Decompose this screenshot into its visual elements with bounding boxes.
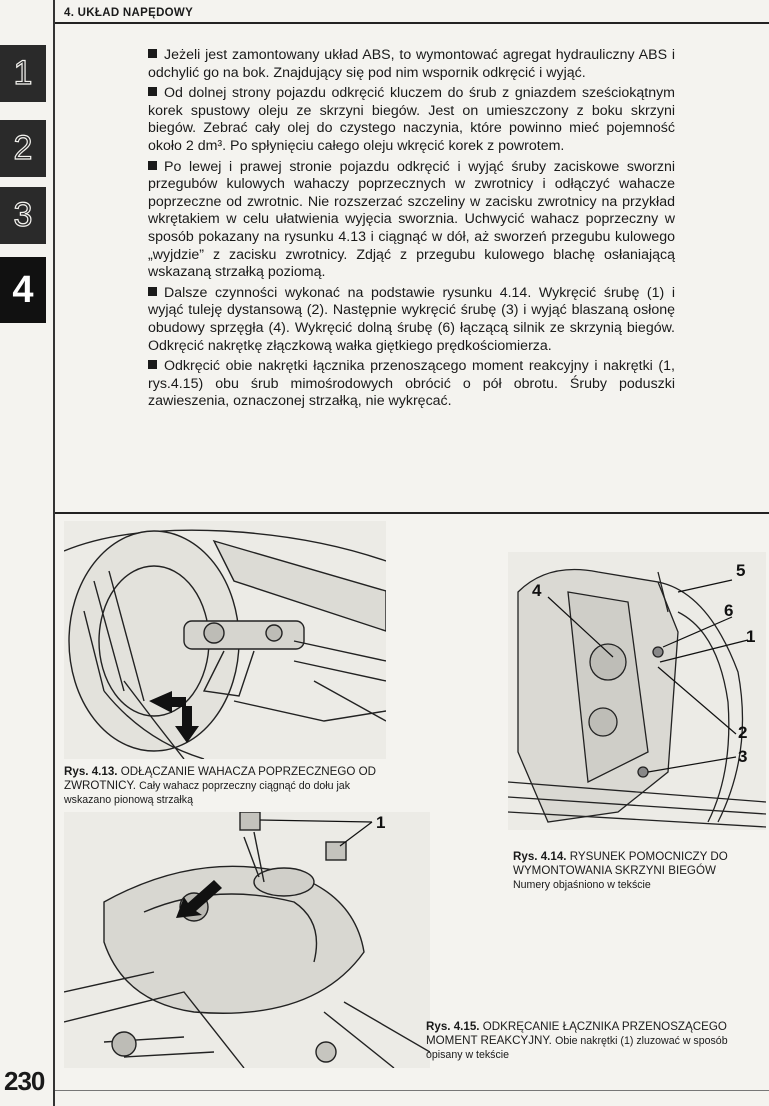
body-text [148, 47, 675, 414]
figure-title: ODKRĘCANIE ŁĄCZNIKA PRZENOSZĄCEGO MOMENT REAKCYJNY. [426, 1020, 727, 1047]
figure-4-14-illustration [508, 552, 766, 830]
chapter-tab-label: 2 [13, 129, 33, 167]
figure-title: RYSUNEK POMOCNICZY DO WYMONTOWANIA SKRZYNI BIEGÓW [513, 850, 728, 877]
chapter-tab-3[interactable] [0, 187, 46, 244]
bullet-square-icon [148, 161, 157, 170]
figure-number: Rys. 4.15. [426, 1020, 480, 1033]
bullet-square-icon [148, 360, 157, 369]
paragraph [148, 285, 675, 355]
paragraph-text: Dalsze czynności wykonać na podstawie rysunku 4.14. Wykręcić śrubę (1) i wyjąć tuleję dystansową (2). Następnie wykręcić śrubę (3) i wyjąć blaszaną osłonę obudowy sprzęgła (4). Wykręcić dolną śrubę (6) łączącą silnik ze skrzynią biegów. Odkręcić nakrętkę złączkową wałka giętkiego prędkościomierza. [148, 284, 675, 354]
callout-label: 2 [738, 723, 748, 742]
wishbone-disconnect-drawing [64, 521, 386, 759]
paragraph [148, 358, 675, 411]
figure-4-15-caption [426, 1020, 761, 1062]
callout-label: 1 [376, 813, 386, 832]
paragraph-text: Odkręcić obie nakrętki łącznika przenoszącego moment reakcyjny i nakrętki (1, rys.4.15) obu śrub mimośrodowych obrócić o pół obrotu. Śruby poduszki zawieszenia, oznaczonej strzałką, nie wykręcać. [148, 358, 675, 410]
callout-label: 4 [532, 581, 542, 600]
chapter-tab-4-active[interactable] [0, 257, 46, 323]
torque-link-drawing [64, 812, 430, 1068]
callout-label: 6 [724, 601, 734, 620]
figure-4-13-illustration [64, 521, 386, 759]
bullet-square-icon [148, 287, 157, 296]
paragraph [148, 159, 675, 282]
paragraph [148, 85, 675, 155]
chapter-tab-label: 4 [12, 268, 34, 311]
figure-4-15-illustration [64, 812, 430, 1068]
chapter-tab-label: 3 [13, 196, 33, 234]
figure-title: ODŁĄCZANIE WAHACZA POPRZECZNEGO OD ZWROTNICY. [64, 765, 377, 792]
figure-number: Rys. 4.13. [64, 765, 118, 778]
chapter-tab-1[interactable] [0, 45, 46, 102]
header-rule [55, 22, 769, 24]
gearbox-removal-drawing [508, 552, 766, 830]
chapter-tab-label: 1 [13, 54, 33, 92]
paragraph-text: Po lewej i prawej stronie pojazdu odkręcić i wyjąć śruby zaciskowe sworzni przegubów kulowych wahaczy poprzecznych w zwrotnicy i odłączyć wahacze poprzeczne od zwrotnic. Nie rozszerzać szczeliny w zacisku zwrotnicy na przykład wkrętakiem w celu ułatwienia wyjęcia sworznia. Uchwycić wahacz poprzeczny w sposób pokazany na rysunku 4.13 i ciągnąć w dół, aż sworzeń przegubu kulowego „wyjdzie” z zacisku zwrotnicy. Zdjąć z przegubu kulowego blachę osłaniającą wskazaną strzałką poziomą. [148, 158, 675, 281]
figure-4-14-caption [513, 850, 763, 892]
callout-label: 5 [736, 561, 746, 580]
left-margin-rule [53, 0, 55, 1106]
figure-4-13-caption [64, 765, 384, 807]
figure-description: Numery objaśniono w tekście [513, 879, 651, 891]
bullet-square-icon [148, 49, 157, 58]
callout-label: 1 [746, 627, 756, 646]
paragraph [148, 47, 675, 82]
callout-label: 3 [738, 747, 748, 766]
chapter-tab-2[interactable] [0, 120, 46, 177]
paragraph-text: Od dolnej strony pojazdu odkręcić kluczem do śrub z gniazdem sześciokątnym korek spustowy oleju ze skrzyni biegów. Jest on umieszczony z boku skrzyni biegów. Zebrać cały olej do czystego naczynia, które powinno mieć pojemność około 2 dm³. Po spłynięciu całego oleju wkręcić korek z powrotem. [148, 85, 675, 154]
chapter-title: 4. UKŁAD NAPĘDOWY [64, 7, 194, 19]
bullet-square-icon [148, 87, 157, 96]
footer-rule [55, 1090, 769, 1091]
page-number: 230 [4, 1066, 45, 1096]
paragraph-text: Jeżeli jest zamontowany układ ABS, to wymontować agregat hydrauliczny ABS i odchylić go na bok. Znajdujący się pod nim wspornik odkręcić i wyjąć. [148, 47, 675, 81]
figure-number: Rys. 4.14. [513, 850, 567, 863]
figure-description: Obie nakrętki (1) zluzować w sposób opisany w tekście [426, 1035, 728, 1061]
figure-description: Cały wahacz poprzeczny ciągnąć do dołu jak wskazano pionową strzałką [64, 780, 350, 806]
section-divider [55, 512, 769, 514]
